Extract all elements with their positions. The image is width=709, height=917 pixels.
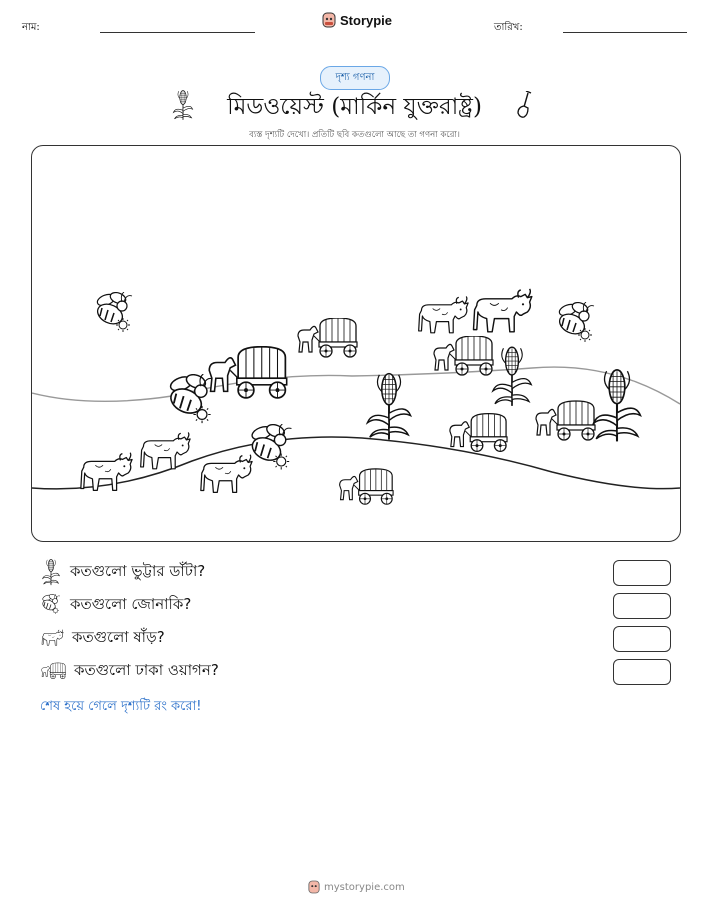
site-footer [308,880,405,894]
name-label: নাম: [22,22,40,33]
question-row [40,623,165,653]
covered-wagon [340,469,393,504]
firefly [556,301,594,342]
corn-icon [40,558,62,586]
brand-logo [322,12,392,28]
question-text: কতগুলো ভুট্টার ডাঁটা? [70,561,206,580]
firefly [94,291,132,332]
date-line[interactable] [563,32,687,33]
question-row [40,590,191,620]
covered-wagon [450,414,507,452]
activity-badge: দৃশ্য গণনা [320,66,390,90]
instructions: ব্যস্ত দৃশ্যটি দেখো। প্রতিটি ছবি কতগুলো আছে তা গণনা করো। [249,130,460,140]
ox [141,432,190,468]
question-text: কতগুলো ঢাকা ওয়াগন? [74,660,219,679]
question-text: কতগুলো জোনাকি? [70,594,192,613]
ox [474,289,532,332]
firefly [167,372,213,423]
answer-box[interactable] [613,560,671,586]
shovel-icon [514,91,536,119]
covered-wagon [298,318,357,357]
answer-box[interactable] [613,659,671,685]
brand-name: Storypie [340,12,393,28]
question-text: কতগুলো ষাঁড়? [72,627,165,646]
coloring-note: শেষ হয়ে গেলে দৃশ্যটি রং করো! [40,699,202,714]
answer-box[interactable] [613,626,671,652]
corn-stalk [493,347,531,406]
question-row [40,656,219,686]
wagon-icon [40,661,66,681]
page-title: মিডওয়েস্ট (মার্কিন যুক্তরাষ্ট্র) [227,94,482,120]
site-url: mystorypie.com [324,881,405,893]
question-row [40,557,205,587]
covered-wagon [434,336,493,375]
name-line[interactable] [100,32,255,33]
firefly [249,422,292,469]
hill-line-back [32,367,680,404]
answer-box[interactable] [613,593,671,619]
covered-wagon [209,347,286,398]
firefly-icon [40,593,62,617]
storypie-mascot-icon [322,12,336,28]
counting-scene [31,145,681,542]
storypie-mascot-icon [308,880,320,894]
covered-wagon [536,401,595,440]
ox [419,296,468,332]
date-label: তারিখ: [494,22,523,33]
corn-stalk [367,374,410,440]
ox [201,455,252,493]
ox-icon [40,627,64,649]
